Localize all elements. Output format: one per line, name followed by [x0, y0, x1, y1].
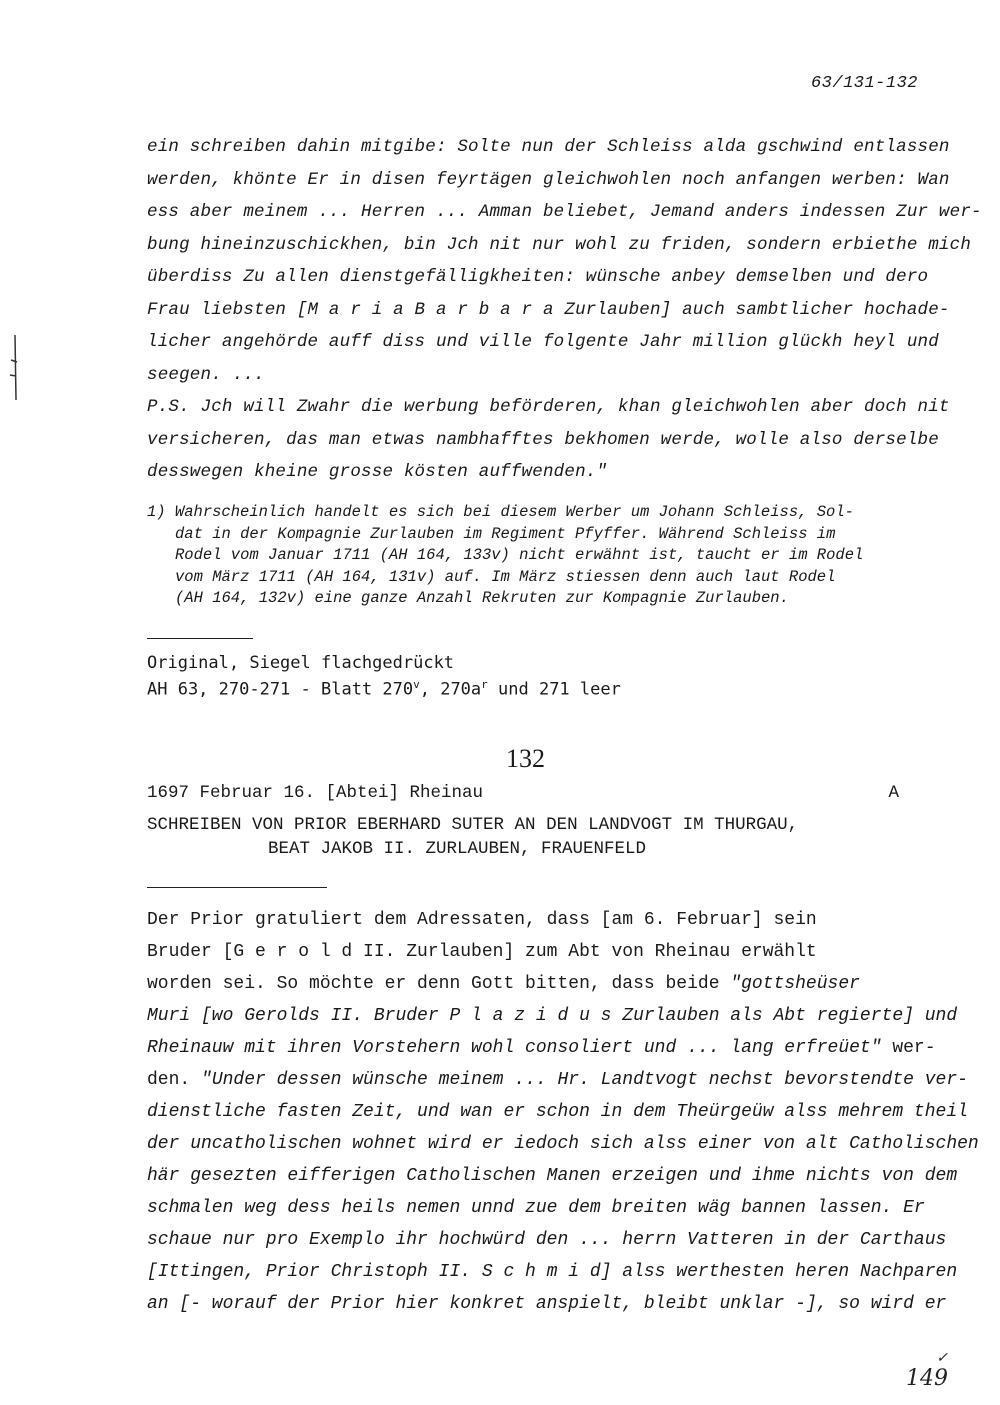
type-marker: A: [888, 783, 899, 803]
letter-heading: [147, 781, 917, 861]
text-line: bung hineinzuschickhen, bin Jch nit nur wohl zu friden, sondern erbiethe mich: [147, 234, 972, 255]
date-place: 1697 Februar 16. [Abtei] Rheinau: [147, 783, 484, 803]
title-line-1: SCHREIBEN VON PRIOR EBERHARD SUTER AN DEN LANDVOGT IM THURGAU,: [147, 815, 799, 835]
text-line: Frau liebsten [M a r i a B a r b a r a Zurlauben] auch sambtlicher hochade-: [147, 299, 950, 320]
quote-line: schaue nur pro Exemplo ihr hochwürd den ... herrn Vatteren in der Carthaus: [147, 1230, 947, 1250]
text-line: licher angehörde auff diss und ville folgente Jahr million glückh heyl und: [147, 332, 939, 352]
text-line: ein schreiben dahin mitgibe: Solte nun der Schleiss alda gschwind entlassen: [147, 137, 950, 157]
letter-continuation: [147, 131, 982, 489]
footnote-line: 1) Wahrscheinlich handelt es sich bei diesem Werber um Johann Schleiss, Sol-: [147, 503, 854, 521]
date-place-row: [147, 781, 899, 805]
quote-line: dienstliche fasten Zeit, und wan er schon in dem Theürgeüw alss mehrem theil: [147, 1102, 968, 1122]
summary-line: Bruder [G e r o l d II. Zurlauben] zum Abt von Rheinau erwählt: [147, 942, 817, 962]
check-mark-icon: ✓: [936, 1350, 948, 1366]
page-number: 63/131-132: [810, 74, 918, 93]
text-line: werden, khönte Er in disen feyrtägen gleichwohlen noch anfangen werben: Wan: [147, 169, 950, 190]
footnote-line: Rodel vom Januar 1711 (AH 164, 133v) nicht erwähnt ist, taucht er im Rodel: [175, 546, 864, 564]
quote-line: Rheinauw mit ihren Vorstehern wohl consoliert und ... lang erfreüet" wer-: [147, 1038, 936, 1058]
text-line: überdiss Zu allen dienstgefälligkheiten: wünsche anbey demselben und dero: [147, 267, 929, 287]
quote-line: [Ittingen, Prior Christoph II. S c h m i d] alss werthesten heren Nachparen: [147, 1262, 958, 1282]
footnote: [147, 502, 917, 610]
footnote-line: vom März 1711 (AH 164, 131v) auf. Im März stiessen denn auch laut Rodel: [175, 567, 836, 586]
postscript-line: versicheren, das man etwas nambhafftes bekhomen werde, wolle also derselbe: [147, 429, 939, 450]
postscript-line: desswegen kheine grosse kösten auffwenden.": [147, 462, 608, 482]
footnote-marker: 1): [147, 503, 166, 521]
source-note: [147, 652, 917, 701]
source-line-1: Original, Siegel flachgedrückt: [147, 653, 455, 673]
summary-line: worden sei. So möchte er denn Gott bitten, dass beide "gottsheüser: [147, 974, 860, 994]
quote-line: der uncatholischen wohnet wird er iedoch sich alss einer von alt Catholischen: [147, 1134, 979, 1154]
handwritten-folio-number: ✓ 149: [906, 1350, 948, 1391]
quote-line: här gesezten eifferigen Catholischen Manen erzeigen und ihme nichts von dem: [147, 1166, 958, 1186]
summary-line: Der Prior gratuliert dem Adressaten, dass [am 6. Februar] sein: [147, 910, 817, 930]
quote-line: den. "Under dessen wünsche meinem ... Hr. Landtvogt nechst bevorstendte ver-: [147, 1070, 968, 1090]
letter-summary: [147, 904, 979, 1320]
text-line: ess aber meinem ... Herren ... Amman beliebet, Jemand anders indessen Zur wer-: [147, 202, 982, 222]
quote-line: schmalen weg dess heils nemen unnd zue dem breiten wäg bannen lassen. Er: [147, 1198, 925, 1218]
text-line: seegen. ...: [147, 364, 265, 385]
quote-line: an [- worauf der Prior hier konkret anspielt, bleibt unklar -], so wird er: [147, 1294, 947, 1314]
footnote-line: (AH 164, 132v) eine ganze Anzahl Rekruten zur Kompagnie Zurlauben.: [175, 589, 789, 607]
separator-rule: [147, 887, 327, 888]
source-line-2: AH 63, 270-271 - Blatt 270$^v$, $270a^r$ und 271 leer: [147, 678, 621, 700]
scan-artifact-mark: [3, 330, 25, 410]
postscript-line: P.S. Jch will Zwahr die werbung beförderen, khan gleichwohlen aber doch nit: [147, 397, 950, 417]
separator-rule: [147, 638, 253, 639]
document-number: 132: [506, 744, 545, 773]
title-line-2: BEAT JAKOB II. ZURLAUBEN, FRAUENFELD: [268, 839, 647, 859]
footnote-line: dat in der Kompagnie Zurlauben im Regiment Pfyffer. Während Schleiss im: [175, 524, 836, 543]
quote-line: Muri [wo Gerolds II. Bruder P l a z i d u s Zurlauben als Abt regierte] und: [147, 1006, 958, 1026]
